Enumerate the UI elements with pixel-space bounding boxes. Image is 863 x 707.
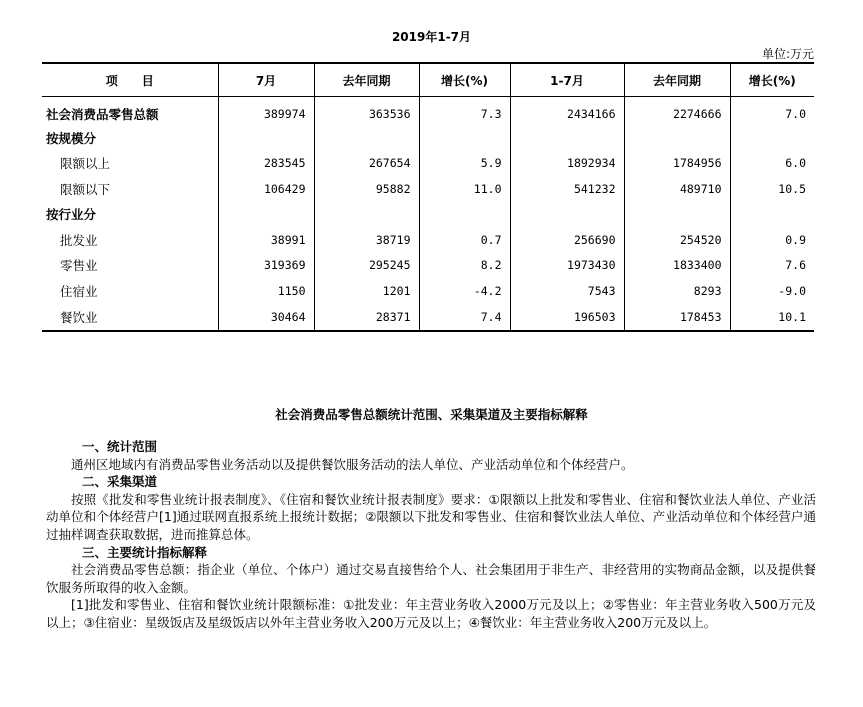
cell (218, 125, 314, 151)
cell: 95882 (314, 176, 419, 202)
row-label: 按规模分 (46, 130, 97, 146)
cell: 489710 (624, 176, 730, 202)
cell: 38719 (314, 227, 419, 253)
row-label: 住宿业 (60, 283, 98, 299)
section-heading-indicators: 三、主要统计指标解释 (82, 544, 208, 560)
cell: 1784956 (624, 151, 730, 177)
cell (730, 202, 814, 228)
table-row (42, 253, 814, 279)
section-heading-channel: 二、采集渠道 (82, 474, 158, 490)
cell (419, 202, 510, 228)
cell: 7.3 (419, 97, 510, 126)
cell: 178453 (624, 304, 730, 331)
table-row (42, 97, 814, 126)
cell: 5.9 (419, 151, 510, 177)
section-text-scope: 通州区地域内有消费品零售业务活动以及提供餐饮服务活动的法人单位、产业活动单位和个体经营户。 (71, 456, 634, 472)
table-row (42, 151, 814, 177)
section-text-footnote: [1]批发和零售业、住宿和餐饮业统计限额标准：①批发业：年主营业务收入2000万元及以上；②零售业：年主营业务收入500万元及以上；③住宿业：星级饭店及星级饭店以外年主营业务收入200万元及以上；④餐饮业：年主营业务收入200万元及以上。 (46, 597, 816, 630)
table-row (42, 202, 814, 228)
row-label: 按行业分 (46, 207, 97, 223)
cell: 8.2 (419, 253, 510, 279)
explanation-title: 社会消费品零售总额统计范围、采集渠道及主要指标解释 (275, 407, 588, 422)
table-row (42, 278, 814, 304)
period-title: 2019年1-7月 (391, 30, 472, 44)
cell: 1892934 (510, 151, 624, 177)
cell: 7.6 (730, 253, 814, 279)
cell: 196503 (510, 304, 624, 331)
table-row (42, 176, 814, 202)
cell: 106429 (218, 176, 314, 202)
cell: -4.2 (419, 278, 510, 304)
retail-sales-table (42, 62, 814, 332)
cell: 254520 (624, 227, 730, 253)
cell: 363536 (314, 97, 419, 126)
cell (314, 125, 419, 151)
row-label: 限额以上 (60, 156, 111, 172)
cell: 256690 (510, 227, 624, 253)
explanation-body (46, 438, 816, 632)
table-row (42, 227, 814, 253)
header-month-last-year: 去年同期 (314, 63, 419, 97)
cell: 283545 (218, 151, 314, 177)
section-heading-scope: 一、统计范围 (82, 439, 158, 454)
cell (624, 125, 730, 151)
header-item: 项 目 (42, 63, 218, 97)
cell (419, 125, 510, 151)
table-header-row (42, 63, 814, 97)
cell: 1973430 (510, 253, 624, 279)
header-month-growth: 增长(%) (419, 63, 510, 97)
cell: -9.0 (730, 278, 814, 304)
cell: 6.0 (730, 151, 814, 177)
cell: 28371 (314, 304, 419, 331)
unit-label: 单位:万元 (761, 47, 814, 61)
cell: 7.0 (730, 97, 814, 126)
section-text-channel: 按照《批发和零售业统计报表制度》、《住宿和餐饮业统计报表制度》要求：①限额以上批发和零售业、住宿和餐饮业法人单位、产业活动单位和个体经营户[1]通过联网直报系统上报统计数据；②限额以下批发和零售业、住宿和餐饮业法人单位、产业活动单位和个体经营户通过抽样调查获取数据，进而推算总体。 (46, 491, 816, 542)
row-label: 批发业 (60, 232, 98, 248)
cell: 10.5 (730, 176, 814, 202)
header-ytd-growth: 增长(%) (730, 63, 814, 97)
table-row (42, 125, 814, 151)
cell: 2434166 (510, 97, 624, 126)
cell: 541232 (510, 176, 624, 202)
header-ytd-last-year: 去年同期 (624, 63, 730, 97)
cell: 30464 (218, 304, 314, 331)
row-label: 零售业 (60, 258, 98, 274)
row-label: 餐饮业 (42, 304, 218, 331)
cell (730, 125, 814, 151)
cell (510, 202, 624, 228)
cell: 1150 (218, 278, 314, 304)
cell: 10.1 (730, 304, 814, 331)
cell (624, 202, 730, 228)
cell: 7543 (510, 278, 624, 304)
cell: 0.7 (419, 227, 510, 253)
cell (314, 202, 419, 228)
cell: 1201 (314, 278, 419, 304)
cell: 11.0 (419, 176, 510, 202)
table-row (42, 304, 814, 331)
cell: 267654 (314, 151, 419, 177)
cell: 1833400 (624, 253, 730, 279)
row-label: 限额以下 (60, 181, 111, 197)
cell: 38991 (218, 227, 314, 253)
header-month: 7月 (218, 63, 314, 97)
cell: 319369 (218, 253, 314, 279)
cell: 2274666 (624, 97, 730, 126)
header-ytd: 1-7月 (510, 63, 624, 97)
cell: 7.4 (419, 304, 510, 331)
cell (510, 125, 624, 151)
cell: 389974 (218, 97, 314, 126)
cell: 295245 (314, 253, 419, 279)
row-label: 社会消费品零售总额 (46, 107, 159, 122)
section-text-definition: 社会消费品零售总额：指企业（单位、个体户）通过交易直接售给个人、社会集团用于非生产、非经营用的实物商品金额，以及提供餐饮服务所取得的收入金额。 (46, 562, 816, 595)
cell (218, 202, 314, 228)
cell: 8293 (624, 278, 730, 304)
cell: 0.9 (730, 227, 814, 253)
